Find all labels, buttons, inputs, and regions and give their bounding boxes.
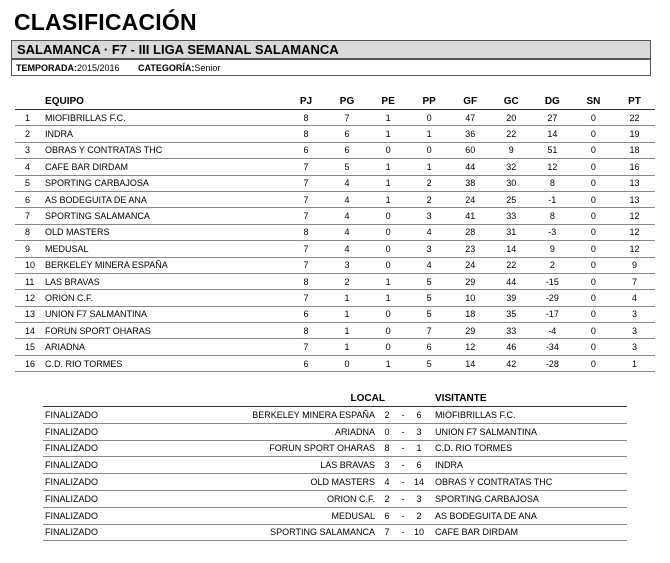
cell-team: OLD MASTERS — [45, 224, 285, 240]
cell-sn: 0 — [573, 290, 614, 306]
results-table — [43, 390, 627, 541]
match-sep: - — [399, 440, 407, 457]
standings-header-row — [15, 94, 655, 110]
match-local: MEDUSAL — [170, 507, 375, 524]
visitor-header: VISITANTE — [431, 390, 627, 407]
cell-dg: -15 — [532, 273, 573, 289]
cell-gf: 36 — [450, 126, 491, 142]
cell-pp: 2 — [409, 191, 450, 207]
match-g1: 6 — [375, 507, 399, 524]
cell-team: FORUN SPORT OHARAS — [45, 323, 285, 339]
cell-pt: 3 — [614, 339, 655, 355]
cell-pe: 0 — [368, 323, 409, 339]
cell-gf: 60 — [450, 142, 491, 158]
cell-team: MIOFIBRILLAS F.C. — [45, 110, 285, 126]
cell-gf: 29 — [450, 273, 491, 289]
match-status: FINALIZADO — [43, 423, 170, 440]
cell-pe: 0 — [368, 257, 409, 273]
match-local: SPORTING SALAMANCA — [170, 524, 375, 541]
match-sep: - — [399, 524, 407, 541]
col-gf: GF — [450, 94, 491, 110]
cell-gc: 31 — [491, 224, 532, 240]
cell-pt: 13 — [614, 175, 655, 191]
cell-pp: 0 — [409, 142, 450, 158]
cell-dg: 12 — [532, 159, 573, 175]
cell-gf: 10 — [450, 290, 491, 306]
match-g1: 4 — [375, 474, 399, 491]
cell-dg: -1 — [532, 191, 573, 207]
match-g2: 2 — [407, 507, 431, 524]
cell-pp: 4 — [409, 257, 450, 273]
match-row — [43, 490, 627, 507]
cell-dg: 9 — [532, 241, 573, 257]
cell-pt: 22 — [614, 110, 655, 126]
cell-pp: 5 — [409, 306, 450, 322]
table-row — [15, 224, 655, 240]
season-value: 2015/2016 — [77, 63, 120, 73]
match-visitor: AS BODEGUITA DE ANA — [431, 507, 627, 524]
cell-gc: 25 — [491, 191, 532, 207]
table-row — [15, 142, 655, 158]
category-value: Senior — [194, 63, 221, 73]
cell-position: 5 — [15, 175, 45, 191]
cell-gc: 30 — [491, 175, 532, 191]
cell-sn: 0 — [573, 175, 614, 191]
cell-gf: 38 — [450, 175, 491, 191]
cell-dg: -4 — [532, 323, 573, 339]
match-status: FINALIZADO — [43, 524, 170, 541]
cell-sn: 0 — [573, 110, 614, 126]
cell-pg: 4 — [326, 175, 367, 191]
match-status: FINALIZADO — [43, 490, 170, 507]
match-row — [43, 440, 627, 457]
cell-position: 10 — [15, 257, 45, 273]
cell-pt: 12 — [614, 208, 655, 224]
col-pe: PE — [368, 94, 409, 110]
cell-position: 6 — [15, 191, 45, 207]
cell-gf: 14 — [450, 355, 491, 371]
cell-pe: 1 — [368, 126, 409, 142]
cell-gc: 33 — [491, 323, 532, 339]
col-pt: PT — [614, 94, 655, 110]
cell-pj: 7 — [285, 241, 326, 257]
cell-pg: 1 — [326, 306, 367, 322]
table-row — [15, 257, 655, 273]
table-row — [15, 175, 655, 191]
cell-pg: 2 — [326, 273, 367, 289]
cell-team: ARIADNA — [45, 339, 285, 355]
table-row — [15, 208, 655, 224]
cell-pe: 0 — [368, 241, 409, 257]
match-visitor: INDRA — [431, 457, 627, 474]
cell-pe: 0 — [368, 208, 409, 224]
cell-pp: 5 — [409, 290, 450, 306]
local-header: LOCAL — [350, 392, 385, 404]
cell-gf: 28 — [450, 224, 491, 240]
cell-pe: 0 — [368, 339, 409, 355]
cell-pj: 7 — [285, 290, 326, 306]
match-local: ORION C.F. — [170, 490, 375, 507]
cell-gf: 18 — [450, 306, 491, 322]
cell-team: C.D. RIO TORMES — [45, 355, 285, 371]
table-row — [15, 110, 655, 126]
match-local: LAS BRAVAS — [170, 457, 375, 474]
cell-pt: 18 — [614, 142, 655, 158]
cell-pe: 1 — [368, 290, 409, 306]
match-status: FINALIZADO — [43, 507, 170, 524]
meta-bar — [11, 59, 651, 76]
cell-team: MEDUSAL — [45, 241, 285, 257]
league-name: SALAMANCA · F7 - III LIGA SEMANAL SALAMANCA — [17, 42, 339, 57]
cell-gf: 12 — [450, 339, 491, 355]
cell-sn: 0 — [573, 323, 614, 339]
col-pp: PP — [409, 94, 450, 110]
match-sep: - — [399, 407, 407, 424]
col-dg: DG — [532, 94, 573, 110]
cell-pj: 6 — [285, 142, 326, 158]
cell-gc: 46 — [491, 339, 532, 355]
cell-pe: 1 — [368, 159, 409, 175]
table-row — [15, 355, 655, 371]
match-row — [43, 407, 627, 424]
table-row — [15, 339, 655, 355]
cell-pj: 7 — [285, 159, 326, 175]
cell-gf: 24 — [450, 191, 491, 207]
match-sep: - — [399, 457, 407, 474]
cell-pg: 0 — [326, 355, 367, 371]
league-banner — [11, 40, 651, 59]
cell-pg: 4 — [326, 208, 367, 224]
match-g1: 0 — [375, 423, 399, 440]
cell-pp: 3 — [409, 241, 450, 257]
cell-position: 1 — [15, 110, 45, 126]
cell-pp: 5 — [409, 355, 450, 371]
cell-team: INDRA — [45, 126, 285, 142]
cell-pe: 1 — [368, 110, 409, 126]
cell-pt: 13 — [614, 191, 655, 207]
cell-pp: 1 — [409, 126, 450, 142]
table-row — [15, 159, 655, 175]
match-visitor: UNION F7 SALMANTINA — [431, 423, 627, 440]
col-sn: SN — [573, 94, 614, 110]
match-row — [43, 507, 627, 524]
cell-pp: 4 — [409, 224, 450, 240]
cell-position: 14 — [15, 323, 45, 339]
cell-pj: 6 — [285, 306, 326, 322]
cell-pj: 8 — [285, 126, 326, 142]
cell-position: 8 — [15, 224, 45, 240]
match-g2: 6 — [407, 407, 431, 424]
match-row — [43, 423, 627, 440]
cell-team: BERKELEY MINERA ESPAÑA — [45, 257, 285, 273]
cell-gc: 33 — [491, 208, 532, 224]
match-g2: 10 — [407, 524, 431, 541]
cell-sn: 0 — [573, 191, 614, 207]
cell-pe: 1 — [368, 273, 409, 289]
cell-team: SPORTING CARBAJOSA — [45, 175, 285, 191]
cell-pt: 16 — [614, 159, 655, 175]
cell-gc: 20 — [491, 110, 532, 126]
cell-position: 9 — [15, 241, 45, 257]
cell-sn: 0 — [573, 257, 614, 273]
cell-pg: 4 — [326, 241, 367, 257]
cell-pe: 0 — [368, 224, 409, 240]
cell-dg: 8 — [532, 208, 573, 224]
match-g1: 7 — [375, 524, 399, 541]
cell-pj: 7 — [285, 208, 326, 224]
cell-position: 2 — [15, 126, 45, 142]
cell-pp: 2 — [409, 175, 450, 191]
category-label: CATEGORÍA: — [138, 63, 195, 73]
cell-gf: 23 — [450, 241, 491, 257]
match-visitor: MIOFIBRILLAS F.C. — [431, 407, 627, 424]
cell-gc: 14 — [491, 241, 532, 257]
season-info — [16, 63, 120, 73]
cell-pg: 6 — [326, 126, 367, 142]
cell-pe: 0 — [368, 142, 409, 158]
cell-pg: 7 — [326, 110, 367, 126]
cell-pt: 19 — [614, 126, 655, 142]
cell-gc: 22 — [491, 126, 532, 142]
cell-gf: 41 — [450, 208, 491, 224]
col-pj: PJ — [285, 94, 326, 110]
cell-pt: 1 — [614, 355, 655, 371]
cell-sn: 0 — [573, 126, 614, 142]
match-g1: 3 — [375, 457, 399, 474]
cell-gc: 32 — [491, 159, 532, 175]
cell-pp: 1 — [409, 159, 450, 175]
cell-pt: 12 — [614, 241, 655, 257]
cell-pg: 1 — [326, 323, 367, 339]
cell-dg: -29 — [532, 290, 573, 306]
cell-gf: 29 — [450, 323, 491, 339]
cell-team: LAS BRAVAS — [45, 273, 285, 289]
cell-team: SPORTING SALAMANCA — [45, 208, 285, 224]
cell-pj: 8 — [285, 224, 326, 240]
cell-sn: 0 — [573, 208, 614, 224]
cell-dg: 27 — [532, 110, 573, 126]
cell-pj: 8 — [285, 273, 326, 289]
cell-position: 3 — [15, 142, 45, 158]
table-row — [15, 273, 655, 289]
cell-gc: 22 — [491, 257, 532, 273]
match-g2: 1 — [407, 440, 431, 457]
col-team: EQUIPO — [45, 94, 285, 110]
cell-sn: 0 — [573, 159, 614, 175]
cell-dg: -34 — [532, 339, 573, 355]
match-status: FINALIZADO — [43, 440, 170, 457]
cell-pt: 3 — [614, 306, 655, 322]
cell-pj: 8 — [285, 110, 326, 126]
match-status: FINALIZADO — [43, 474, 170, 491]
match-visitor: CAFE BAR DIRDAM — [431, 524, 627, 541]
cell-pe: 0 — [368, 306, 409, 322]
cell-team: ORION C.F. — [45, 290, 285, 306]
cell-sn: 0 — [573, 306, 614, 322]
cell-pp: 7 — [409, 323, 450, 339]
cell-pp: 0 — [409, 110, 450, 126]
cell-dg: 2 — [532, 257, 573, 273]
cell-pj: 7 — [285, 191, 326, 207]
cell-gf: 24 — [450, 257, 491, 273]
cell-team: CAFE BAR DIRDAM — [45, 159, 285, 175]
cell-gf: 47 — [450, 110, 491, 126]
match-g1: 2 — [375, 490, 399, 507]
match-visitor: SPORTING CARBAJOSA — [431, 490, 627, 507]
cell-sn: 0 — [573, 339, 614, 355]
cell-pp: 5 — [409, 273, 450, 289]
match-g2: 3 — [407, 490, 431, 507]
cell-pj: 7 — [285, 339, 326, 355]
cell-pe: 1 — [368, 175, 409, 191]
table-row — [15, 323, 655, 339]
match-row — [43, 457, 627, 474]
season-label: TEMPORADA: — [16, 63, 77, 73]
cell-sn: 0 — [573, 142, 614, 158]
col-gc: GC — [491, 94, 532, 110]
cell-dg: -17 — [532, 306, 573, 322]
cell-pt: 3 — [614, 323, 655, 339]
table-row — [15, 191, 655, 207]
match-status: FINALIZADO — [43, 407, 170, 424]
match-g2: 14 — [407, 474, 431, 491]
cell-gc: 35 — [491, 306, 532, 322]
cell-gc: 42 — [491, 355, 532, 371]
cell-sn: 0 — [573, 224, 614, 240]
cell-pj: 7 — [285, 175, 326, 191]
cell-sn: 0 — [573, 355, 614, 371]
cell-sn: 0 — [573, 273, 614, 289]
cell-position: 12 — [15, 290, 45, 306]
match-status: FINALIZADO — [43, 457, 170, 474]
match-g2: 3 — [407, 423, 431, 440]
match-g2: 6 — [407, 457, 431, 474]
match-sep: - — [399, 507, 407, 524]
cell-team: AS BODEGUITA DE ANA — [45, 191, 285, 207]
match-local: FORUN SPORT OHARAS — [170, 440, 375, 457]
cell-pj: 7 — [285, 257, 326, 273]
cell-team: UNION F7 SALMANTINA — [45, 306, 285, 322]
match-sep: - — [399, 490, 407, 507]
cell-pt: 4 — [614, 290, 655, 306]
cell-pj: 8 — [285, 323, 326, 339]
cell-pe: 1 — [368, 355, 409, 371]
cell-sn: 0 — [573, 241, 614, 257]
standings-table — [15, 94, 655, 372]
cell-pg: 4 — [326, 224, 367, 240]
table-row — [15, 126, 655, 142]
page-title: CLASIFICACIÓN — [14, 9, 197, 35]
cell-pt: 12 — [614, 224, 655, 240]
cell-position: 4 — [15, 159, 45, 175]
cell-pg: 3 — [326, 257, 367, 273]
match-row — [43, 474, 627, 491]
cell-pg: 1 — [326, 290, 367, 306]
cell-dg: 51 — [532, 142, 573, 158]
match-visitor: OBRAS Y CONTRATAS THC — [431, 474, 627, 491]
cell-position: 7 — [15, 208, 45, 224]
cell-pg: 6 — [326, 142, 367, 158]
table-row — [15, 306, 655, 322]
cell-dg: -28 — [532, 355, 573, 371]
cell-position: 11 — [15, 273, 45, 289]
cell-gf: 44 — [450, 159, 491, 175]
table-row — [15, 290, 655, 306]
match-visitor: C.D. RIO TORMES — [431, 440, 627, 457]
cell-dg: -3 — [532, 224, 573, 240]
match-g1: 2 — [375, 407, 399, 424]
match-local: ARIADNA — [170, 423, 375, 440]
cell-gc: 39 — [491, 290, 532, 306]
cell-pj: 6 — [285, 355, 326, 371]
cell-pe: 1 — [368, 191, 409, 207]
cell-pg: 5 — [326, 159, 367, 175]
cell-position: 16 — [15, 355, 45, 371]
match-g1: 8 — [375, 440, 399, 457]
cell-team: OBRAS Y CONTRATAS THC — [45, 142, 285, 158]
cell-pp: 3 — [409, 208, 450, 224]
col-position — [15, 94, 45, 110]
cell-pg: 1 — [326, 339, 367, 355]
cell-dg: 8 — [532, 175, 573, 191]
match-sep: - — [399, 474, 407, 491]
col-pg: PG — [326, 94, 367, 110]
cell-pt: 7 — [614, 273, 655, 289]
cell-pg: 4 — [326, 191, 367, 207]
cell-dg: 14 — [532, 126, 573, 142]
match-row — [43, 524, 627, 541]
match-local: BERKELEY MINERA ESPAÑA — [170, 407, 375, 424]
cell-pp: 6 — [409, 339, 450, 355]
table-row — [15, 241, 655, 257]
cell-pt: 9 — [614, 257, 655, 273]
category-info — [138, 63, 220, 73]
results-header-row — [43, 390, 627, 407]
match-sep: - — [399, 423, 407, 440]
cell-position: 13 — [15, 306, 45, 322]
cell-gc: 44 — [491, 273, 532, 289]
match-local: OLD MASTERS — [170, 474, 375, 491]
cell-gc: 9 — [491, 142, 532, 158]
cell-position: 15 — [15, 339, 45, 355]
